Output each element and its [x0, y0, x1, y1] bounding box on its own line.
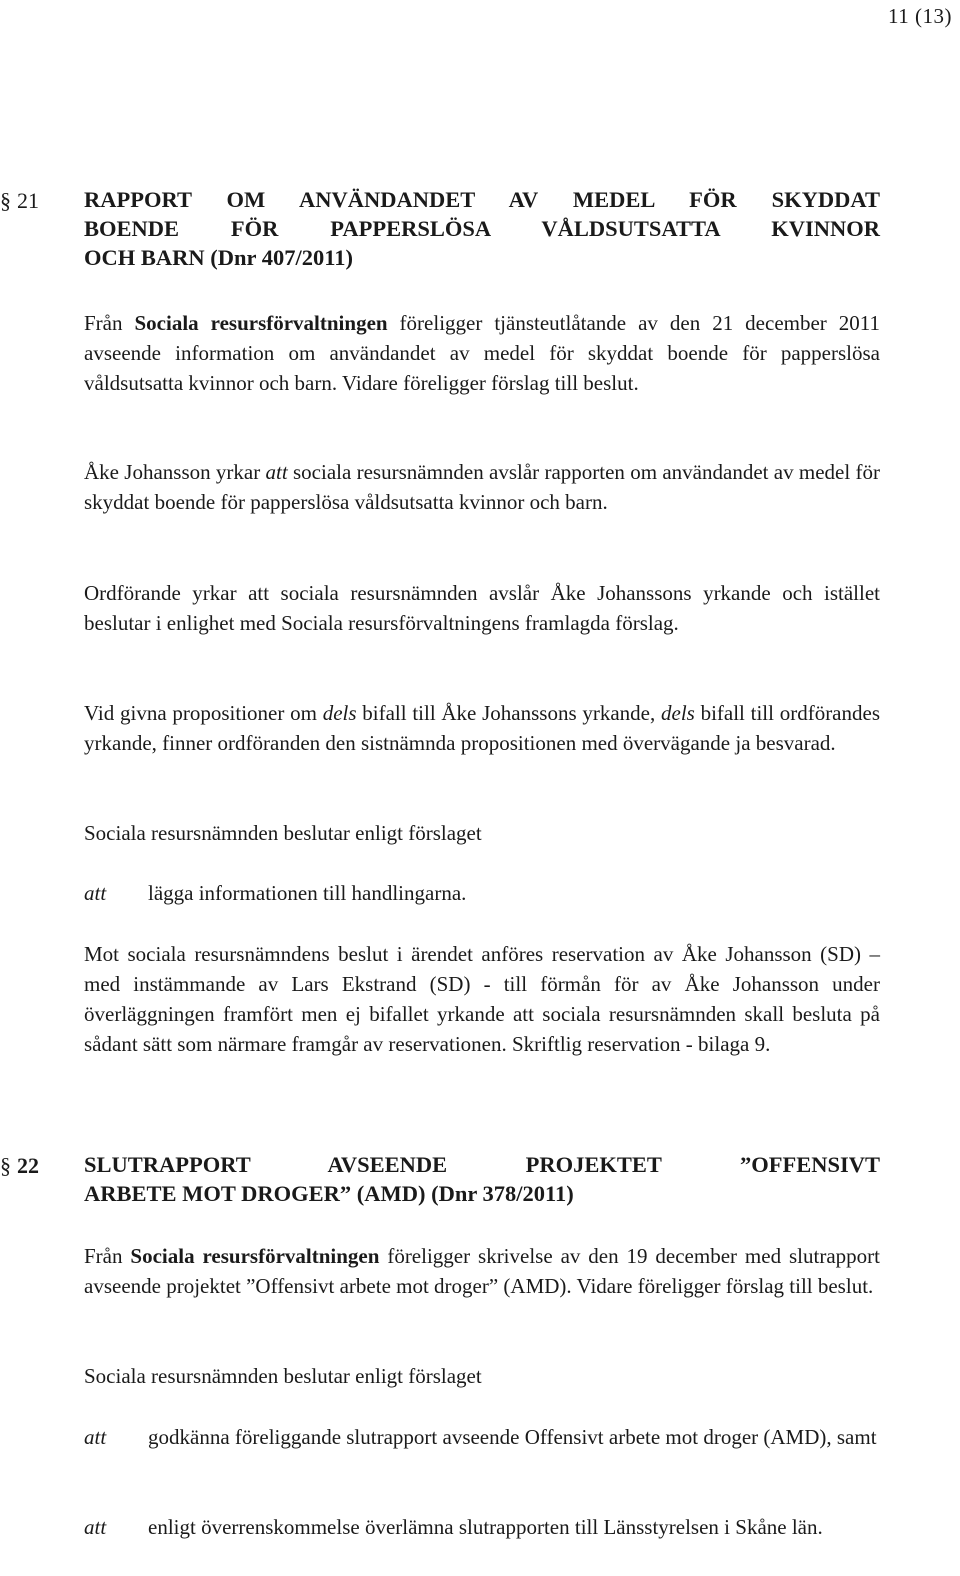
section-symbol: § [0, 1153, 11, 1178]
section-title-21 [84, 185, 880, 272]
section-marker-22 [0, 1153, 80, 1179]
decision-text: lägga informationen till handlingarna. [148, 881, 467, 905]
paragraph: Från Sociala resursförvaltningen föreligger skrivelse av den 19 december med slutrapport avseende projektet ”Offensivt arbete mot droger” (AMD). Vidare föreligger förslag till beslut. [84, 1244, 880, 1298]
paragraph: Ordförande yrkar att sociala resursnämnden avslår Åke Johanssons yrkande och istället beslutar i enlighet med Sociala resursförvaltningens framlagda förslag. [84, 581, 880, 635]
title-line: SLUTRAPPORT AVSEENDE PROJEKTET ”OFFENSIVT [84, 1152, 880, 1177]
italic-text: att [265, 460, 288, 484]
section-number: 22 [17, 1153, 39, 1178]
title-line: RAPPORT OM ANVÄNDANDET AV MEDEL FÖR SKYDDAT [84, 187, 880, 212]
decision-item [84, 1512, 880, 1572]
decision-intro: Sociala resursnämnden beslutar enligt förslaget [84, 1364, 482, 1388]
paragraph: Från Sociala resursförvaltningen föreligger tjänsteutlåtande av den 21 december 2011 avseende information om användandet av medel för skyddat boende för papperslösa våldsutsatta kvinnor och barn. Vidare föreligger förslag till beslut. [84, 311, 880, 395]
page-number: 11 (13) [888, 4, 952, 28]
decision-intro: Sociala resursnämnden beslutar enligt förslaget [84, 821, 482, 845]
title-line: OCH BARN (Dnr 407/2011) [84, 245, 353, 270]
decision-item [84, 1422, 880, 1482]
att-label: att [84, 1425, 107, 1449]
bold-text: Sociala resursförvaltningen [130, 1244, 380, 1268]
decision-text: enligt överrenskommelse överlämna slutrapporten till Länsstyrelsen i Skåne län. [148, 1515, 823, 1539]
italic-text: dels [322, 701, 357, 725]
att-label: att [84, 1515, 107, 1539]
italic-text: dels [661, 701, 695, 725]
paragraph: Åke Johansson yrkar att sociala resursnämnden avslår rapporten om användandet av medel för skyddat boende för papperslösa våldsutsatta kvinnor och barn. [84, 460, 880, 514]
section-symbol: § [0, 188, 11, 213]
section-title-22 [84, 1150, 880, 1208]
decision-item [84, 878, 880, 908]
paragraph: Vid givna propositioner om dels bifall till Åke Johanssons yrkande, dels bifall till ordförandes yrkande, finner ordföranden den sistnämnda propositionen med övervägande ja besvarad. [84, 701, 880, 755]
decision-text: godkänna föreliggande slutrapport avseende Offensivt arbete mot droger (AMD), samt [148, 1425, 877, 1449]
title-line: ARBETE MOT DROGER” (AMD) (Dnr 378/2011) [84, 1181, 574, 1206]
section-marker-21 [0, 188, 80, 214]
section-number: 21 [17, 188, 39, 213]
bold-text: Sociala resursförvaltningen [134, 311, 388, 335]
title-line: BOENDE FÖR PAPPERSLÖSA VÅLDSUTSATTA KVINNOR [84, 216, 880, 241]
att-label: att [84, 881, 107, 905]
paragraph: Mot sociala resursnämndens beslut i ärendet anföres reservation av Åke Johansson (SD) – med instämmande av Lars Ekstrand (SD) - till förmån för av Åke Johansson under överläggningen framfört men ej bifallet yrkande att sociala resursnämnden skall besluta på sådant sätt som närmare framgår av reservationen. Skriftlig reservation - bilaga 9. [84, 942, 880, 1056]
